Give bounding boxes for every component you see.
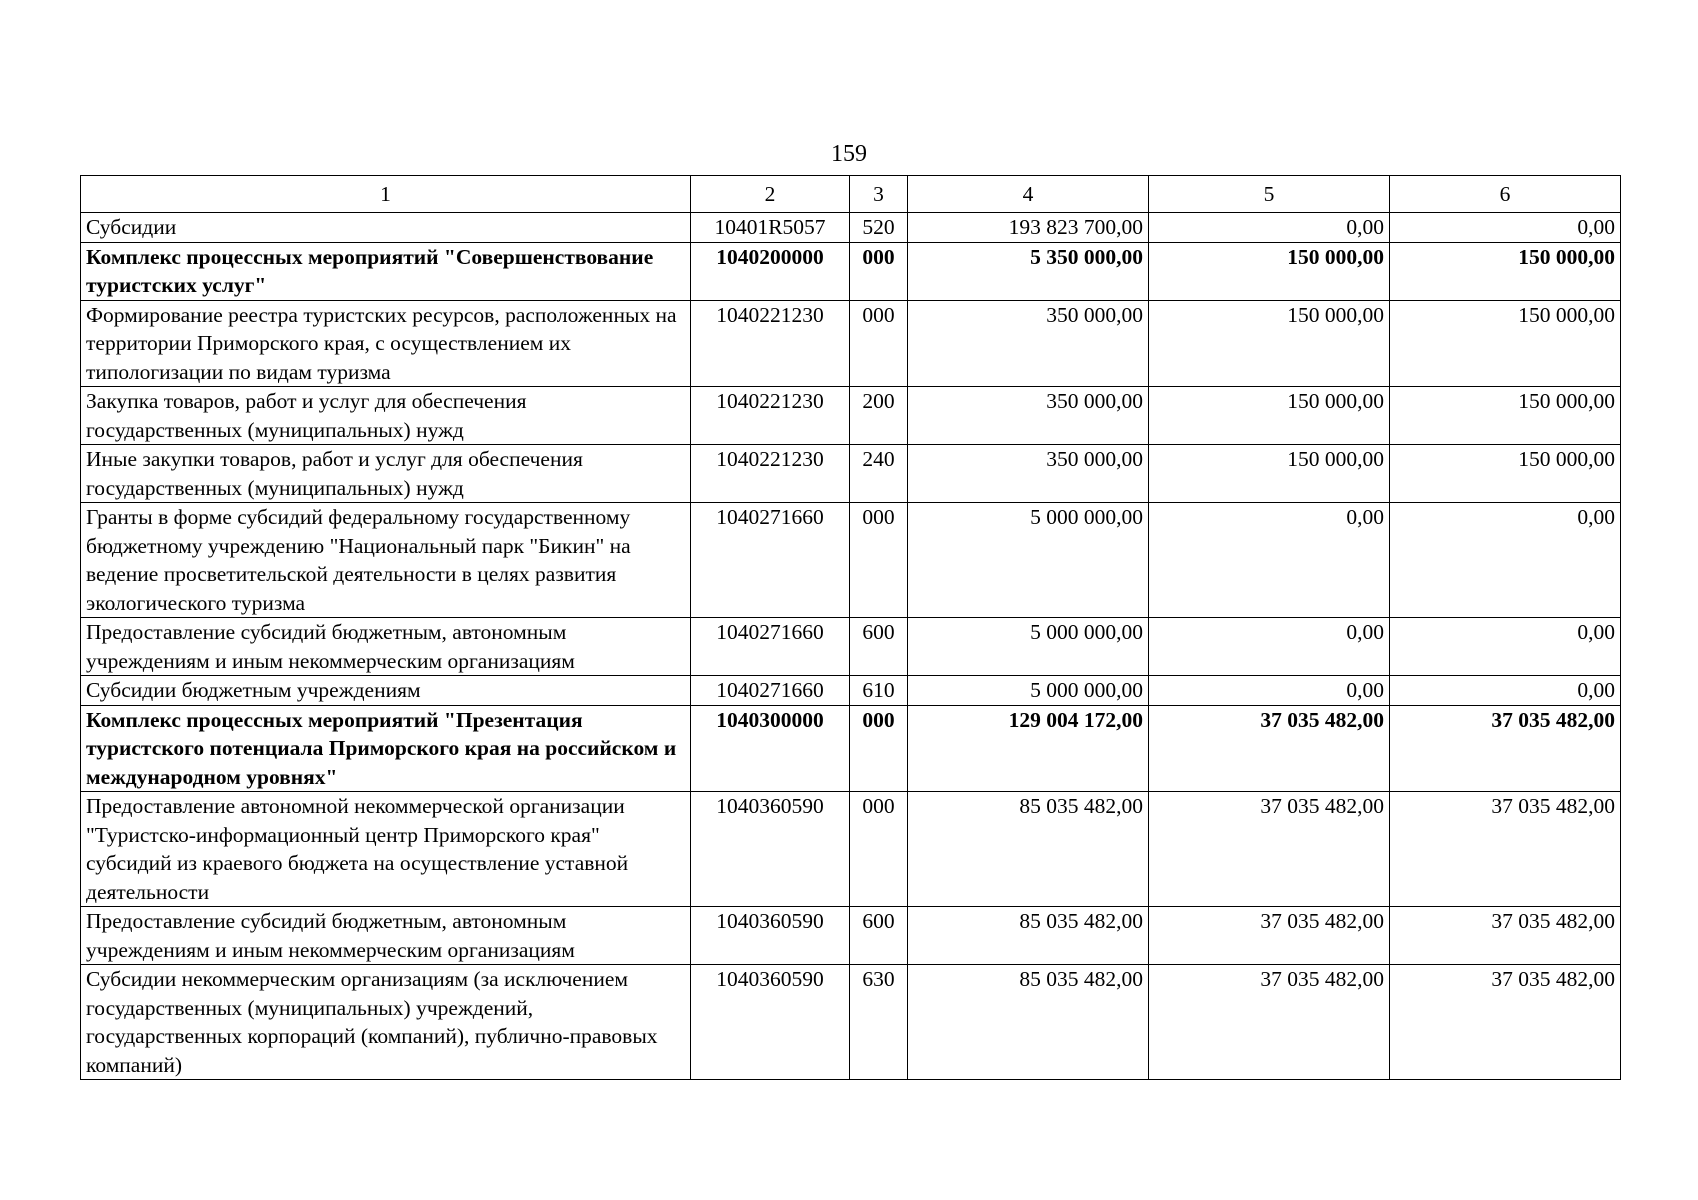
header-col-3: 3 xyxy=(850,176,908,213)
header-col-1: 1 xyxy=(81,176,691,213)
row-name: Закупка товаров, работ и услуг для обеспечения государственных (муниципальных) нужд xyxy=(81,387,691,445)
table-row xyxy=(81,242,1621,300)
row-amount-col6: 150 000,00 xyxy=(1390,387,1621,445)
row-amount-col5: 37 035 482,00 xyxy=(1149,907,1390,965)
row-amount-col6: 37 035 482,00 xyxy=(1390,965,1621,1080)
row-amount-col4: 5 000 000,00 xyxy=(908,618,1149,676)
row-amount-col5: 0,00 xyxy=(1149,503,1390,618)
row-expense-type: 600 xyxy=(850,618,908,676)
table-row xyxy=(81,445,1621,503)
row-name: Предоставление автономной некоммерческой организации "Туристско-информационный центр Приморского края" субсидий из краевого бюджета на осуществление уставной деятельности xyxy=(81,792,691,907)
page-number: 159 xyxy=(831,141,867,167)
row-expense-type: 000 xyxy=(850,705,908,792)
row-amount-col4: 5 350 000,00 xyxy=(908,242,1149,300)
row-amount-col4: 85 035 482,00 xyxy=(908,965,1149,1080)
row-name: Субсидии некоммерческим организациям (за исключением государственных (муниципальных) учреждений, государственных корпораций (компаний), публично-правовых компаний) xyxy=(81,965,691,1080)
row-amount-col4: 350 000,00 xyxy=(908,387,1149,445)
row-name: Комплекс процессных мероприятий "Совершенствование туристских услуг" xyxy=(81,242,691,300)
table-row xyxy=(81,213,1621,243)
row-name: Комплекс процессных мероприятий "Презентация туристского потенциала Приморского края на российском и международном уровнях" xyxy=(81,705,691,792)
row-expense-type: 630 xyxy=(850,965,908,1080)
row-code: 10401R5057 xyxy=(691,213,850,243)
row-amount-col6: 0,00 xyxy=(1390,618,1621,676)
row-code: 1040271660 xyxy=(691,676,850,706)
table-row xyxy=(81,387,1621,445)
row-amount-col4: 193 823 700,00 xyxy=(908,213,1149,243)
table-row xyxy=(81,300,1621,387)
row-name: Формирование реестра туристских ресурсов, расположенных на территории Приморского края, с осуществлением их типологизации по видам туризма xyxy=(81,300,691,387)
row-amount-col6: 37 035 482,00 xyxy=(1390,705,1621,792)
row-name: Субсидии xyxy=(81,213,691,243)
row-amount-col4: 5 000 000,00 xyxy=(908,503,1149,618)
table-header xyxy=(81,176,1621,213)
row-expense-type: 000 xyxy=(850,242,908,300)
table-row xyxy=(81,705,1621,792)
row-amount-col6: 0,00 xyxy=(1390,503,1621,618)
row-amount-col6: 0,00 xyxy=(1390,676,1621,706)
row-name: Предоставление субсидий бюджетным, автономным учреждениям и иным некоммерческим организациям xyxy=(81,907,691,965)
row-code: 1040271660 xyxy=(691,618,850,676)
table-row xyxy=(81,618,1621,676)
header-col-5: 5 xyxy=(1149,176,1390,213)
table-row xyxy=(81,965,1621,1080)
row-amount-col5: 0,00 xyxy=(1149,213,1390,243)
row-code: 1040221230 xyxy=(691,300,850,387)
row-expense-type: 610 xyxy=(850,676,908,706)
row-code: 1040221230 xyxy=(691,445,850,503)
row-amount-col6: 37 035 482,00 xyxy=(1390,792,1621,907)
row-code: 1040300000 xyxy=(691,705,850,792)
row-name: Иные закупки товаров, работ и услуг для обеспечения государственных (муниципальных) нужд xyxy=(81,445,691,503)
row-amount-col4: 85 035 482,00 xyxy=(908,907,1149,965)
table-row xyxy=(81,676,1621,706)
row-amount-col4: 129 004 172,00 xyxy=(908,705,1149,792)
header-col-2: 2 xyxy=(691,176,850,213)
header-row xyxy=(81,176,1621,213)
row-expense-type: 520 xyxy=(850,213,908,243)
row-code: 1040360590 xyxy=(691,907,850,965)
row-expense-type: 240 xyxy=(850,445,908,503)
row-amount-col6: 150 000,00 xyxy=(1390,300,1621,387)
row-code: 1040221230 xyxy=(691,387,850,445)
row-amount-col5: 37 035 482,00 xyxy=(1149,705,1390,792)
budget-table xyxy=(80,175,1621,1080)
row-amount-col5: 37 035 482,00 xyxy=(1149,965,1390,1080)
row-code: 1040360590 xyxy=(691,965,850,1080)
row-expense-type: 000 xyxy=(850,503,908,618)
row-expense-type: 600 xyxy=(850,907,908,965)
header-col-6: 6 xyxy=(1390,176,1621,213)
row-amount-col6: 37 035 482,00 xyxy=(1390,907,1621,965)
row-name: Субсидии бюджетным учреждениям xyxy=(81,676,691,706)
table-row xyxy=(81,792,1621,907)
row-expense-type: 000 xyxy=(850,300,908,387)
row-code: 1040360590 xyxy=(691,792,850,907)
row-name: Гранты в форме субсидий федеральному государственному бюджетному учреждению "Национальный парк "Бикин" на ведение просветительской деятельности в целях развития экологического туризма xyxy=(81,503,691,618)
row-name: Предоставление субсидий бюджетным, автономным учреждениям и иным некоммерческим организациям xyxy=(81,618,691,676)
row-code: 1040271660 xyxy=(691,503,850,618)
row-amount-col4: 5 000 000,00 xyxy=(908,676,1149,706)
row-amount-col5: 150 000,00 xyxy=(1149,445,1390,503)
row-amount-col4: 350 000,00 xyxy=(908,300,1149,387)
row-expense-type: 000 xyxy=(850,792,908,907)
row-amount-col6: 150 000,00 xyxy=(1390,242,1621,300)
row-amount-col5: 150 000,00 xyxy=(1149,387,1390,445)
row-amount-col4: 350 000,00 xyxy=(908,445,1149,503)
table-row xyxy=(81,503,1621,618)
row-amount-col5: 0,00 xyxy=(1149,676,1390,706)
row-amount-col5: 0,00 xyxy=(1149,618,1390,676)
row-amount-col5: 150 000,00 xyxy=(1149,300,1390,387)
row-code: 1040200000 xyxy=(691,242,850,300)
row-amount-col5: 150 000,00 xyxy=(1149,242,1390,300)
table-body xyxy=(81,213,1621,1080)
row-amount-col6: 0,00 xyxy=(1390,213,1621,243)
row-amount-col6: 150 000,00 xyxy=(1390,445,1621,503)
row-expense-type: 200 xyxy=(850,387,908,445)
row-amount-col4: 85 035 482,00 xyxy=(908,792,1149,907)
header-col-4: 4 xyxy=(908,176,1149,213)
table-row xyxy=(81,907,1621,965)
row-amount-col5: 37 035 482,00 xyxy=(1149,792,1390,907)
